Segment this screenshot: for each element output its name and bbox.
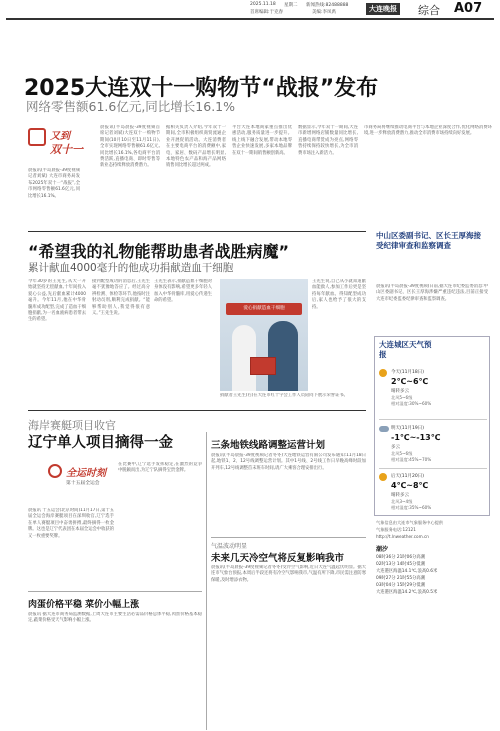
story2-photo [220, 279, 308, 391]
meeting-title: 中山区委副书记、区长王厚海接受纪律审查和监察调查 [376, 231, 481, 250]
meeting-body: 晨报讯(半岛晨报-39度视频)日前,据大连市纪委监委消息:中山区委副书记、区长王厚海涉嫌严重违纪违法,目前正接受大连市纪委监委纪律审查和监察调查。 [376, 284, 488, 302]
page-number: A07 [454, 1, 483, 16]
story6-title: 肉蛋价格平稳 菜价小幅上涨 [28, 600, 140, 610]
sun-icon [379, 369, 387, 377]
lead-title: 2025大连双十一购物节“战报”发布 [24, 76, 379, 101]
section-name: 综合 [418, 4, 440, 17]
story6-body: 晨报讯 据大连市商务局监测数据,上周大连市主要生活必需品价格总体平稳,肉蛋价格基本稳定,蔬菜价格受天气影响小幅上涨。 [28, 612, 202, 624]
games-logo [48, 462, 112, 504]
story2-photo-caption: 捐献者王先生(右)在大连市红十字会工作人员陪同下展示荣誉证书。 [220, 393, 348, 398]
lead-col5: 市商务局将继续推动电商平台与本地企业深度合作,优化网络消费环境,进一步释放消费潜力,推动全市消费市场持续向好发展。 [364, 125, 492, 137]
weather-divider [379, 419, 487, 420]
header-bar [6, 2, 494, 16]
story4-body: 晨报讯(半岛晨报-39度视频记者冬冬)大连地铁运营有限公司发布通知:11月18日起,地铁1、2、12号线调整运营计划。其中1号线、2号线工作日早晚高峰时段加开列车,12号线调整首末班车时间,请广大乘客合理安排出行。 [211, 453, 366, 471]
weather-desc: 晴转多云 [391, 389, 409, 394]
tide-line: 02时13分 14时45分低潮 [376, 562, 426, 567]
story2-right-col: 王先生说,自己从小就知道献血能救人,参加工作后更是坚持每年献血。得知配型成功后,家人也给予了很大的支持。 [312, 279, 366, 310]
tide-line: 03时04分 15时29分低潮 [376, 583, 426, 588]
story5-title: 未来几天冷空气将反复影响我市 [211, 553, 345, 564]
lead-col3: 平台大连本地商家重点推出优惠活动,服务质量进一步提升。线上线下融合发展,带动本地零售企业快速发展,多家本地品牌在双十一期间销售额创新高。 [232, 125, 292, 156]
weather-box [374, 336, 490, 516]
header-rule [6, 18, 494, 20]
weather-day-label: 明天(11月19日) [391, 426, 424, 431]
header-editor2: 首席编辑:于克春 [250, 10, 284, 15]
header-weekday: 星期二 [284, 3, 298, 8]
certificate-icon [250, 357, 276, 375]
weather-temp: -1℃~-13℃ [391, 433, 441, 442]
badge [28, 124, 88, 162]
lead-col4: 数据显示,今年双十一期间,大连市新增网络店铺数量同比增长,直播电商带货成为亮点,网络零售持续保持较快增长,为全市消费市场注入新活力。 [298, 125, 358, 156]
tide-line: 大连港区海温14.1℃,浪高0.6米 [376, 569, 438, 574]
story2-title: “希望我的礼物能帮助患者战胜病魔” [28, 242, 290, 261]
tide-line: 大连港区海温14.2℃,浪高0.5米 [376, 590, 438, 595]
tide-line: 09时27分 21时55分高潮 [376, 576, 426, 581]
weather-day-label: 后天(11月20日) [391, 474, 424, 479]
divider-4 [211, 537, 366, 538]
weather-divider [379, 468, 487, 469]
sun-cloud-icon [379, 473, 387, 481]
weather-phone: 气象服务电话:12121 [376, 527, 416, 532]
header-date: 2025.11.18 [250, 2, 276, 7]
story3-title: 海岸赛艇项目收官 [28, 419, 116, 432]
photo-sign: 爱心捐献造血干细胞 [226, 303, 302, 315]
story2-col3: 王先生表示,捐献造血干细胞对身体没有影响,希望更多年轻人加入中华骨髓库,用爱心传递生命的希望。 [154, 279, 212, 304]
badge-line1: 又到 [50, 131, 70, 142]
gift-icon [28, 128, 46, 146]
person-right-icon [268, 321, 298, 391]
divider-2 [28, 410, 366, 411]
divider-3 [206, 432, 207, 730]
header-editor: 新闻热线:82488888 [306, 3, 349, 8]
divider-1 [28, 231, 366, 232]
games-logo-sub: 第十五届全运会 [66, 481, 100, 486]
story3-body: 晨报讯 十五运会(北京时间)11月17日,第十五届全运会海岸赛艇项目在深圳收官,辽宁选手在单人赛艇项目中奋勇拼搏,最终摘得一枚金牌。这也是辽宁代表团在本届全运会中收获的又一枚重要奖牌。 [28, 508, 114, 539]
sidebar [372, 231, 494, 731]
story2-col2: 接到配型成功的消息后,王先生毫不犹豫地答应了。经过高分辨检测、体检等环节,他按时注射动员剂,顺利完成捐献。“能够帮助别人,我觉得很有意义。”王先生说。 [92, 279, 150, 317]
weather-detail: 北风5~6级 相对湿度:30%~60% [391, 395, 432, 406]
lead-subtitle: 网络零售额61.6亿元,同比增长16.1% [26, 99, 236, 114]
story3-subtitle: 辽宁单人项目摘得一金 [28, 435, 173, 451]
lead-dateline: 晨报讯(半岛晨报-39度视频记者刘斌) 大连市商务局发布2025年双十一“战报”,全市网络零售额61.6亿元,同比增长16.1%。 [28, 168, 80, 199]
lead-col2: 据相关负责人介绍,今年双十一期间,全市积极组织商贸流通企业开展促销活动。大连消费者在主要电商平台的消费额中,家电、家居、数码产品增长明显,本地特色农产品和海产品网络销售同比增长超过两成。 [166, 125, 226, 169]
story2-subtitle: 累计献血4000毫升的他成功捐献造血干细胞 [28, 262, 234, 274]
story5-body: 晨报讯(半岛晨报-39度视频记者冬冬)受冷空气影响,近日大连气温起伏明显。据大连市气象台预报,本周后半段还将有冷空气影响我市,气温有所下降,市民需注意防寒保暖,及时增添衣物。 [211, 565, 366, 583]
weather-temp: 2℃~6℃ [391, 377, 429, 386]
story4-title: 三条地铁线路调整运营计划 [211, 440, 326, 451]
tide-title: 潮汐 [376, 546, 389, 553]
games-emblem-icon [48, 464, 62, 478]
weather-day-2 [379, 423, 487, 468]
weather-source: 气象信息由大连市气象服务中心提供 [376, 520, 444, 525]
weather-title: 大连城区天气预报 [379, 340, 432, 359]
weather-day-label: 今天(11月18日) [391, 370, 424, 375]
weather-temp: 4℃~8℃ [391, 481, 429, 490]
weather-web: http://t.lnweather.com.cn [376, 534, 429, 539]
games-logo-text: 全运时刻 [66, 468, 106, 479]
cloud-icon [379, 426, 389, 432]
logo: 大连晚报 [366, 3, 400, 15]
weather-day-1 [379, 367, 487, 417]
divider-5 [28, 591, 202, 592]
tide-list [376, 554, 488, 596]
header-designer: 美编:李凤禹 [312, 10, 337, 15]
lead-col1: 晨报讯(半岛晨报-39度视频首席记者刘斌)大连双十一购物节期间(10月10日至11月11日),全市实现网络零售额61.6亿元,同比增长16.1%,各电商平台消费活跃,直播电商、即时零售等新业态持续释放消费潜力。 [100, 125, 160, 169]
weather-detail: 北风5~6级 相对湿度:45%~70% [391, 451, 432, 462]
badge-line2: 双十一 [50, 143, 83, 156]
weather-day-3 [379, 471, 487, 516]
story5-kicker: 气温波动明显 [211, 543, 248, 550]
weather-desc: 多云 [391, 445, 400, 450]
weather-detail: 北风3~4级 相对湿度:35%~60% [391, 499, 432, 510]
tide-line: 08时36分 21时06分高潮 [376, 555, 426, 560]
story2-col1: 今年30岁的王先生,从大一开始就坚持无偿献血,十年间投入爱心公益,先后献血累计4000毫升。今年11月,他在中华骨髓库成功配型,完成了造血干细胞捐献,为一名血液病患者带去生的希望。 [28, 279, 86, 323]
story3-body2: 在比赛中,辽宁选手发挥稳定,在激烈的竞争中脱颖而出,为辽宁队摘得宝贵金牌。 [118, 462, 202, 474]
weather-desc: 晴转多云 [391, 493, 409, 498]
